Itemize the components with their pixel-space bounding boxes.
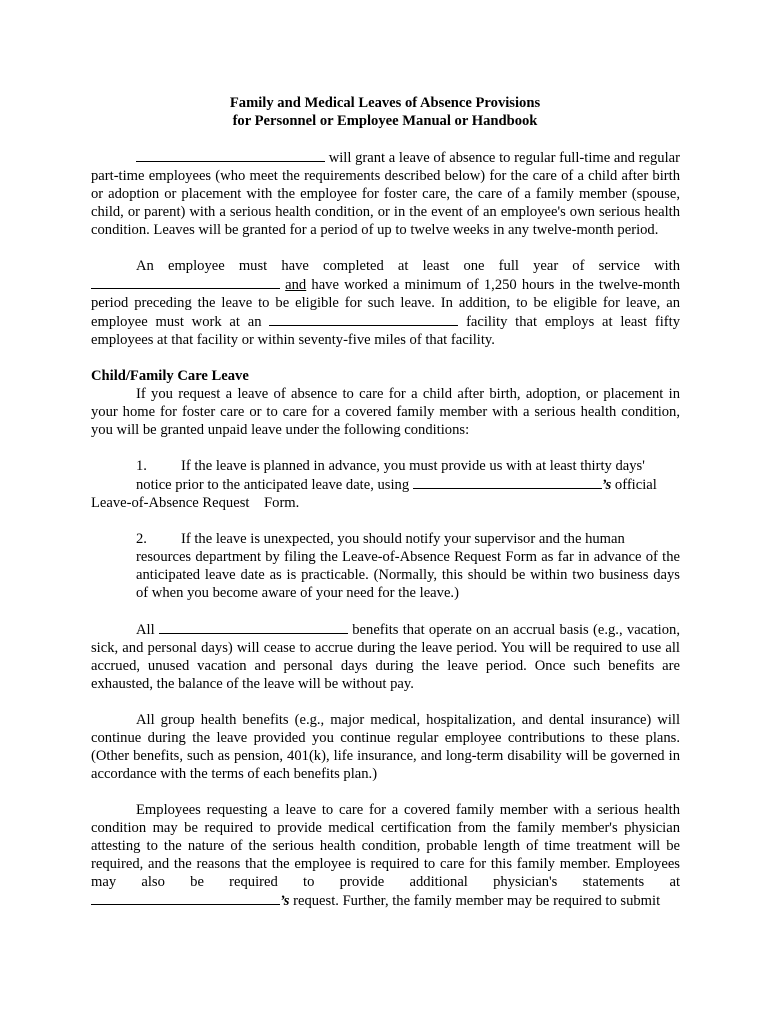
child-care-paragraph: If you request a leave of absence to care for a child after birth, adoption, or placement in your home for foster care or to care for a covered family member with a serious health condition, you will be granted unpaid leave under the following conditions: bbox=[91, 386, 680, 438]
section-heading: Child/Family Care Leave bbox=[91, 368, 249, 384]
employer-name-blank[interactable] bbox=[136, 148, 325, 162]
health-benefits-paragraph: All group health benefits (e.g., major medical, hospitalization, and dental insurance) will continue during the leave provided you continue regular employee contributions to these plans. (Other benefits, such as pension, 401(k), life insurance, and long-term disability will be governed in accordance with the terms of each benefits plan.) bbox=[91, 712, 680, 782]
employer-name-blank[interactable] bbox=[413, 475, 602, 489]
employer-name-blank[interactable] bbox=[159, 620, 348, 634]
list-item: 2. If the leave is unexpected, you should notify your supervisor and the human resources department by filing the Leave-of-Absence Request Form as far in advance of the anticipated leave date as is practicable. (Normally, this should be within two business days of when you become aware of your need for the leave.) bbox=[136, 531, 680, 601]
item-number: 2. bbox=[136, 531, 147, 547]
employer-name-blank[interactable] bbox=[269, 312, 458, 326]
employer-name-blank[interactable] bbox=[91, 275, 280, 289]
item-number: 1. bbox=[136, 458, 147, 474]
title-line-2: for Personnel or Employee Manual or Handbook bbox=[232, 113, 538, 129]
list-item: 1. If the leave is planned in advance, you must provide us with at least thirty days' notice prior to the anticipated leave date, using ’s official Leave-of-Absence Request Form. bbox=[91, 458, 657, 511]
certification-paragraph: Employees requesting a leave to care for a covered family member with a serious health condition may be required to provide medical certification from the family member's physician attesting to the nature of the serious health condition, probable length of time treatment will be required, and the reasons that the employee is required to care for this family member. Employees may also be required to provide additional physician's statements at ’s request. Further, the family member may be required to submit bbox=[91, 802, 680, 909]
document-body bbox=[91, 148, 680, 910]
employer-name-blank[interactable] bbox=[91, 891, 280, 905]
eligibility-paragraph: An employee must have completed at least one full year of service with and have worked a minimum of 1,250 hours in the twelve-month period preceding the leave to be eligible for such leave. In addition, to be eligible for leave, an employee must work at an facility that employs at least fifty employees at that facility or within seventy-five miles of that facility. bbox=[91, 258, 680, 348]
title-line-1: Family and Medical Leaves of Absence Provisions bbox=[229, 95, 541, 111]
document-title bbox=[0, 94, 770, 130]
intro-paragraph: will grant a leave of absence to regular full-time and regular part-time employees (who meet the requirements described below) for the care of a child after birth or adoption or placement with the employee for foster care, the care of a family member (spouse, child, or parent) with a serious health condition, or in the event of an employee's own serious health condition. Leaves will be granted for a period of up to twelve weeks in any twelve-month period. bbox=[91, 150, 680, 238]
accrual-paragraph: All benefits that operate on an accrual basis (e.g., vacation, sick, and personal days) will cease to accrue during the leave period. You will be required to use all accrued, unused vacation and personal days during the leave period. Once such benefits are exhausted, the balance of the leave will be without pay. bbox=[91, 622, 680, 692]
